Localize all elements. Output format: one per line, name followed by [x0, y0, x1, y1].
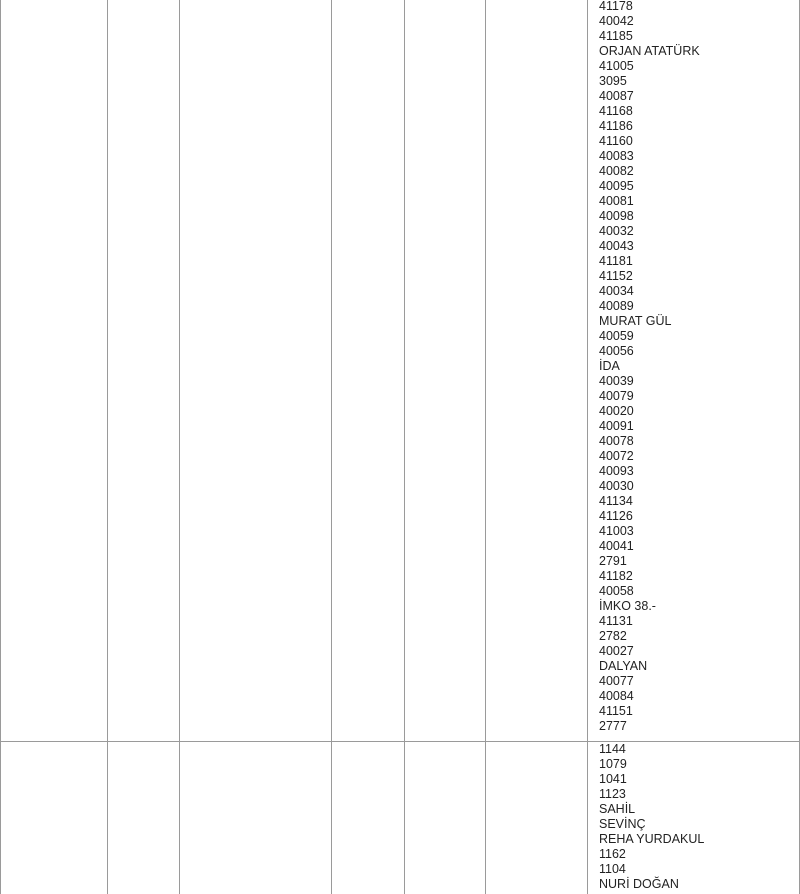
list-item: SAHİL — [599, 802, 636, 816]
code-list — [599, 0, 700, 734]
list-item: 40082 — [599, 164, 634, 178]
list-item: 40083 — [599, 149, 634, 163]
table-cell — [331, 741, 404, 894]
list-item: 40089 — [599, 299, 634, 313]
list-item: 41003 — [599, 524, 634, 538]
list-item: REHA YURDAKUL — [599, 832, 705, 846]
list-item: SEVİNÇ — [599, 817, 646, 831]
list-item: 41134 — [599, 494, 633, 508]
table-cell — [179, 0, 331, 741]
table-cell — [331, 0, 404, 741]
list-item: 41126 — [599, 509, 633, 523]
list-item: 1123 — [599, 787, 626, 801]
list-item: 41152 — [599, 269, 633, 283]
list-item: 40027 — [599, 644, 634, 658]
list-item: İDA — [599, 359, 620, 373]
list-item: 41181 — [599, 254, 633, 268]
list-item: 40077 — [599, 674, 634, 688]
list-item: 41005 — [599, 59, 634, 73]
list-item: 1104 — [599, 862, 626, 876]
list-item: 40030 — [599, 479, 634, 493]
list-item: 40032 — [599, 224, 634, 238]
list-item: 41185 — [599, 29, 633, 43]
table-cell — [107, 741, 179, 894]
list-item: 41186 — [599, 119, 633, 133]
table-cell — [107, 0, 179, 741]
list-item: 40098 — [599, 209, 634, 223]
table-cell — [485, 0, 587, 741]
list-item: 1041 — [599, 772, 627, 786]
list-item: 41151 — [599, 704, 633, 718]
list-item: 41131 — [599, 614, 633, 628]
list-item: 40034 — [599, 284, 634, 298]
table-cell — [0, 741, 107, 894]
list-item: 40091 — [599, 419, 634, 433]
table-row — [0, 741, 800, 894]
list-item: 40056 — [599, 344, 634, 358]
list-item: 40042 — [599, 14, 634, 28]
list-item: 40058 — [599, 584, 634, 598]
list-item: 41160 — [599, 134, 633, 148]
list-item: 40084 — [599, 689, 634, 703]
list-item: 41168 — [599, 104, 633, 118]
list-item: 40043 — [599, 239, 634, 253]
list-item: 2791 — [599, 554, 627, 568]
list-item: 41182 — [599, 569, 633, 583]
list-item: 40087 — [599, 89, 634, 103]
list-item: DALYAN — [599, 659, 648, 673]
list-item: 40020 — [599, 404, 634, 418]
list-item: 41178 — [599, 0, 633, 13]
table-cell — [179, 741, 331, 894]
list-item: 40059 — [599, 329, 634, 343]
list-item: NURİ DOĞAN — [599, 877, 679, 891]
list-item: 40078 — [599, 434, 634, 448]
list-item: 40095 — [599, 179, 634, 193]
list-item: 40093 — [599, 464, 634, 478]
list-item: 40081 — [599, 194, 634, 208]
list-item: 2782 — [599, 629, 627, 643]
list-item: 40041 — [599, 539, 634, 553]
table-cell — [485, 741, 587, 894]
code-list — [599, 742, 704, 892]
list-item: 40079 — [599, 389, 634, 403]
list-item: 1162 — [599, 847, 626, 861]
list-item: 40072 — [599, 449, 634, 463]
list-item: 3095 — [599, 74, 627, 88]
list-item: 40039 — [599, 374, 634, 388]
table-cell — [0, 0, 107, 741]
table-cell — [404, 0, 485, 741]
list-item: 1079 — [599, 757, 627, 771]
list-item: 1144 — [599, 742, 626, 756]
list-item: ORJAN ATATÜRK — [599, 44, 700, 58]
list-item: 2777 — [599, 719, 627, 733]
list-item: İMKO 38.- — [599, 599, 656, 613]
table-cell — [404, 741, 485, 894]
list-item: MURAT GÜL — [599, 314, 672, 328]
